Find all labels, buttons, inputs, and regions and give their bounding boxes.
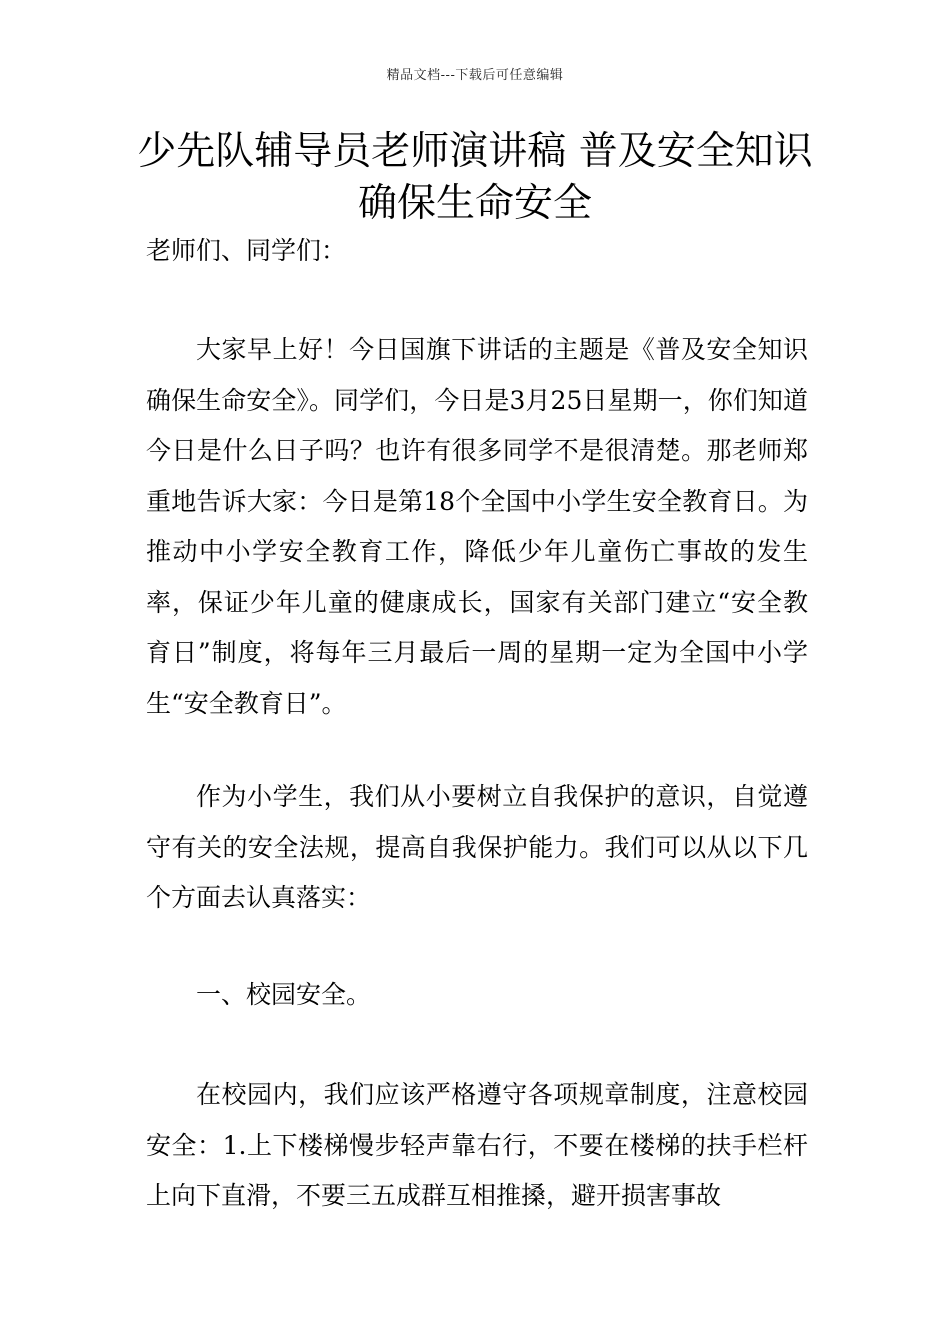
paragraph-campus-rules: 在校园内，我们应该严格遵守各项规章制度，注意校园安全：1.上下楼梯慢步轻声靠右行，不要在楼梯的扶手栏杆上向下直滑，不要三五成群互相推搡，避开损害事故 — [146, 1080, 808, 1210]
paragraph-intro: 大家早上好！今日国旗下讲话的主题是《普及安全知识确保生命安全》。同学们，今日是3月25日星期一，你们知道今日是什么日子吗？也许有很多同学不是很清楚。那老师郑重地告诉大家：今日是第18个全国中小学生安全教育日。为推动中小学安全教育工作，降低少年儿童伤亡事故的发生率，保证少年儿童的健康成长，国家有关部门建立“安全教育日”制度，将每年三月最后一周的星期一定为全国中小学生“安全教育日”。 — [146, 335, 808, 718]
document-title: 少先队辅导员老师演讲稿 普及安全知识 确保生命安全 — [137, 129, 813, 226]
salutation: 老师们、同学们： — [146, 236, 347, 265]
paragraph-self-protection: 作为小学生，我们从小要树立自我保护的意识，自觉遵守有关的安全法规，提高自我保护能力。我们可以从以下几个方面去认真落实： — [146, 782, 808, 912]
section-heading-campus-safety: 一、校园安全。 — [196, 980, 372, 1009]
page-header: 精品文档---下载后可任意编辑 — [386, 68, 564, 83]
